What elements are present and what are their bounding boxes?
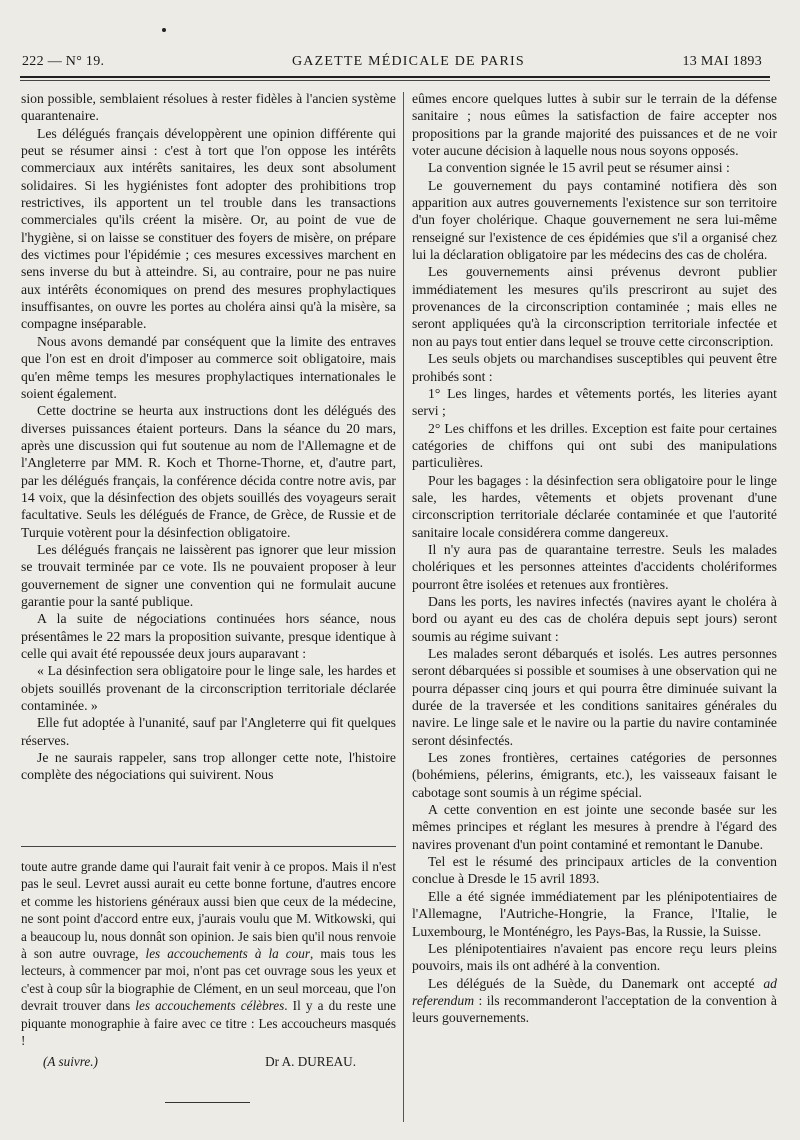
ink-speck xyxy=(162,28,166,32)
page-header xyxy=(22,52,762,74)
footnote-rule xyxy=(21,846,396,847)
list-item: 1° Les linges, hardes et vêtements portés, les literies ayant servi ; xyxy=(412,385,777,419)
book-title: les accouchements à la cour xyxy=(145,946,310,962)
paragraph: Elle fut adoptée à l'unanité, sauf par l'Angleterre qui fit quelques réserves. xyxy=(21,715,396,748)
paragraph: La convention signée le 15 avril peut se résumer ainsi : xyxy=(428,160,730,176)
paragraph-part: Les délégués de la Suède, du Danemark ont accepté xyxy=(428,975,755,991)
paragraph-part: : ils recommanderont l'acceptation de la convention à leurs gouvernements. xyxy=(412,992,778,1026)
signature-line xyxy=(21,1053,396,1071)
footnote-part: , mais tous les lecteurs, à commencer par moi, n'ont pas cet ouvrage sous les yeux et c'est à coup sûr la biographie de Clément, en un seul morceau, que l'on devrait trouver dans xyxy=(21,946,396,1014)
paragraph: Cette doctrine se heurta aux instructions dont les délégués des diverses puissances étaient porteurs. Dans la séance du 20 mars, après une discussion qui fut soutenue au nom de l'Allemagne et de l'Angleterre par MM. R. Koch et Thorne-Thorne, et, d'autre part, par les délégués français, la conférence décida contre notre avis, par 14 voix, que la désinfection des objets souillés des voyageurs serait facultative. Seuls les délégués de France, de Grèce, de Russie et de Turquie votèrent pour la désinfection obligatoire. xyxy=(21,403,396,540)
paragraph: Les délégués français ne laissèrent pas ignorer que leur mission se trouvait terminée par ce vote. Ils ne pouvaient proposer à leur gouvernement de signer une convention qui ne formulait aucune garantie pour la santé publique. xyxy=(21,541,396,609)
book-title: les accouchements célèbres xyxy=(135,998,285,1014)
list-item: 2° Les chiffons et les drilles. Exception est faite pour certaines catégories de chiffons qui ont subi des manipulations particulières. xyxy=(412,420,777,471)
paragraph: Elle a été signée immédiatement par les plénipotentiaires de l'Allemagne, l'Autriche-Hongrie, la France, l'Italie, le Luxembourg, le Monténégro, les Pays-Bas, la Russie, la Suisse. xyxy=(412,888,777,939)
paragraph: Les délégués français développèrent une opinion différente qui peut se résumer ainsi : c'est à tort que l'on oppose les intérêts commerciaux aux intérêts sanitaires, les deux sont absolument solidaires. Si les hygiénistes font adopter des prohibitions trop restrictives, ils apportent un tel trouble dans les transactions commerciales qu'ils créent la misère. Or, au point de vue de l'hygiène, si on laisse se constituer des foyers de misère, on prépare des victimes pour l'épidémie ; ces mesures excessives marchent en sens inverse du but à atteindre. Si, au contraire, pour ne pas nuire aux intérêts économiques on prend des mesures prophylactiques insuffisantes, on ouvre les portes au choléra ainsi qu'à la misère, sa compagne inséparable. xyxy=(21,125,396,332)
page-number: 222 — N° 19. xyxy=(22,54,105,69)
quoted-proposal: « La désinfection sera obligatoire pour le linge sale, les hardes et objets souillés provenant de la circonscription territoriale déclarée contaminée. » xyxy=(21,663,396,714)
paragraph: Les plénipotentiaires n'avaient pas encore reçu leurs pleins pouvoirs, mais ils ont adhéré à la convention. xyxy=(412,940,777,974)
to-be-continued: (A suivre.) xyxy=(43,1054,98,1070)
latin-phrase: ad referendum xyxy=(412,975,778,1008)
paragraph: Les malades seront débarqués et isolés. Les autres personnes seront débarquées si possible et soumises à une observation qui ne pourra dépasser cinq jours et qui pourra être diminuée suivant la durée de la traversée et les conditions sanitaires générales du navire. Le linge sale et le navire ou la partie du navire contaminée seront désinfectés. xyxy=(412,646,777,748)
right-column xyxy=(412,90,777,1027)
footnote-text xyxy=(21,858,396,1049)
paragraph: Les gouvernements ainsi prévenus devront publier immédiatement les mesures qu'ils prescriront au sujet des provenances de la circonscription contaminée ; mais elles ne seront appliquées qu'à la circonscription territoriale infectée et non au pays tout entier dans lequel se trouve cette circonscription. xyxy=(412,264,777,349)
author-signature: Dr A. DUREAU. xyxy=(265,1054,356,1070)
paragraph: sion possible, semblaient résolues à rester fidèles à l'ancien système quarantenaire. xyxy=(21,91,396,124)
paragraph: Le gouvernement du pays contaminé notifiera dès son apparition aux autres gouvernements l'existence sur son territoire d'un foyer cholérique. Chaque gouvernement ne sera lui-même renseigné sur l'existence de ces épidémies que s'il a organisé chez lui la déclaration obligatoire par les médecins des cas de choléra. xyxy=(412,177,777,263)
paragraph: Je ne saurais rappeler, sans trop allonger cette note, l'histoire complète des négociations qui suivirent. Nous xyxy=(21,750,396,783)
paragraph: Dans les ports, les navires infectés (navires ayant le choléra à bord ou ayant eu des cas de choléra depuis sept jours) seront soumis au régime suivant : xyxy=(412,593,777,644)
footnote xyxy=(21,858,396,1071)
paragraph: A la suite de négociations continuées hors séance, nous présentâmes le 22 mars la proposition suivante, presque identique à celle qui avait été repoussée deux jours auparavant : xyxy=(21,611,396,661)
end-rule xyxy=(165,1102,250,1103)
paragraph: Pour les bagages : la désinfection sera obligatoire pour le linge sale, les hardes, vêtements et objets provenant d'une circonscription territoriale déclarée contaminée et que l'autorité sanitaire locale considérera comme dangereux. xyxy=(412,472,777,540)
paragraph: Les seuls objets ou marchandises susceptibles qui peuvent être prohibés sont : xyxy=(412,351,777,384)
column-separator xyxy=(403,92,404,1122)
paragraph: Les zones frontières, certaines catégories de personnes (bohémiens, pélerins, émigrants, etc.), les vaisseaux faisant le cabotage sont soumis à un régime spécial. xyxy=(412,750,777,800)
paragraph: Il n'y aura pas de quarantaine terrestre. Seuls les malades cholériques et les personnes atteintes d'accidents cholériformes pourront être isolées et retenues aux frontières. xyxy=(412,541,777,592)
paragraph: Nous avons demandé par conséquent que la limite des entraves que l'on est en droit d'imposer au commerce soit obligatoire, mais qu'en même temps les mesures prophylactiques internationales le soient également. xyxy=(21,333,396,401)
footnote-part: . Il y a du reste une piquante monographie à faire avec ce titre : Les accoucheurs masqués ! xyxy=(21,998,396,1049)
journal-title: GAZETTE MÉDICALE DE PARIS xyxy=(292,54,525,69)
header-rule-thin xyxy=(20,80,770,81)
paragraph xyxy=(412,975,777,1027)
left-column xyxy=(21,90,396,784)
paragraph: Tel est le résumé des principaux articles de la convention conclue à Dresde le 15 avril 1893. xyxy=(412,854,777,887)
header-rule xyxy=(20,76,770,78)
paragraph: eûmes encore quelques luttes à subir sur le terrain de la défense sanitaire ; nous eûmes la satisfaction de faire accepter nos propositions par la grande majorité des puissances et de ne voir voter aucune décision à laquelle nous nous soyons opposés. xyxy=(412,91,777,159)
footnote-part: toute autre grande dame qui l'aurait fait venir à ce propos. Mais il n'est pas le seul. Levret aussi aurait eu cette bonne fortune, d'autres encore et comme les historiens généraux aussi bien que ceux de la médecine, ne sont point d'accord entre eux, j'aurais voulu que M. Witkowski, qui a beaucoup lu, nous donnât son opinion. Je sais bien qu'il nous renvoie à son autre ouvrage, xyxy=(21,859,396,962)
paragraph: A cette convention en est jointe une seconde basée sur les mêmes principes et réglant les mesures à prendre à l'égard des navires provenant d'un point contaminé et remontant le Danube. xyxy=(412,802,777,852)
issue-date: 13 MAI 1893 xyxy=(682,54,762,69)
